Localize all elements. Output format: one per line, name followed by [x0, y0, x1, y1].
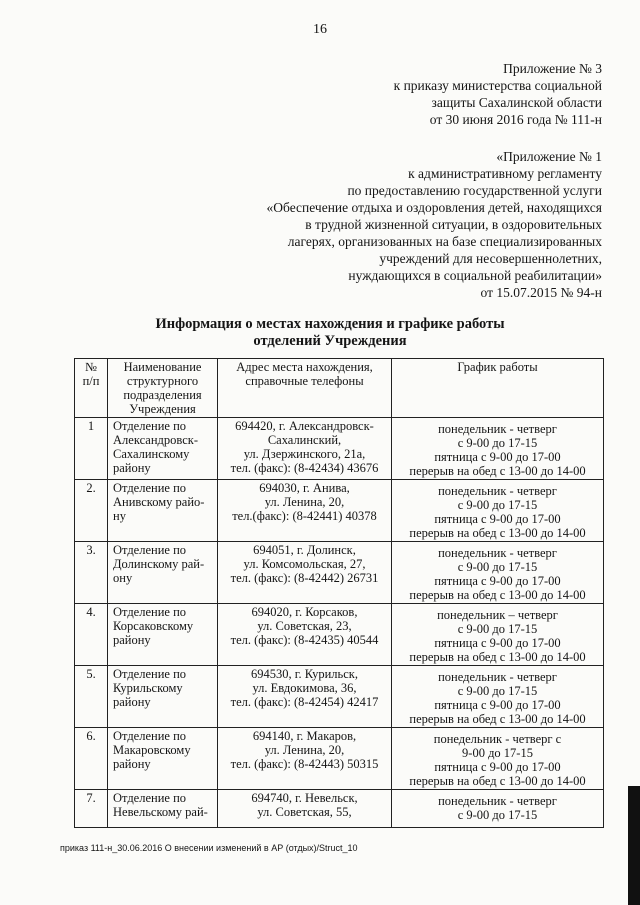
- table-row: [75, 728, 604, 790]
- header-unit-name: Наименование структурного подразделения Учреждения: [108, 359, 218, 418]
- header-number: № п/п: [75, 359, 108, 418]
- appendix-3-line: к приказу министерства социальной: [393, 78, 602, 93]
- appendix-1-line: «Приложение № 1: [496, 149, 602, 164]
- appendix-1-line: по предоставлению государственной услуги: [347, 183, 602, 198]
- appendix-1-line: нуждающихся в социальной реабилитации»: [348, 268, 602, 283]
- unit-schedule: понедельник - четверг с 9-00 до 17-15 пятница с 9-00 до 17-00 перерыв на обед с 13-00 до 14-00: [392, 542, 604, 604]
- appendix-1-line: «Обеспечение отдыха и оздоровления детей, находящихся: [266, 200, 602, 215]
- table-row: [75, 418, 604, 480]
- unit-schedule: понедельник - четверг с 9-00 до 17-15 пятница с 9-00 до 17-00 перерыв на обед с 13-00 до 14-00: [392, 418, 604, 480]
- row-number: 2.: [75, 480, 108, 542]
- unit-schedule: понедельник - четверг с 9-00 до 17-15 пятница с 9-00 до 17-00 перерыв на обед с 13-00 до 14-00: [392, 666, 604, 728]
- table-row: [75, 666, 604, 728]
- unit-address: 694051, г. Долинск, ул. Комсомольская, 27, тел. (факс): (8-42442) 26731: [218, 542, 392, 604]
- appendix-3-line: защиты Сахалинской области: [431, 95, 602, 110]
- page-number: 16: [313, 22, 327, 37]
- table-row: [75, 604, 604, 666]
- table-row: [75, 542, 604, 604]
- unit-schedule: понедельник – четверг с 9-00 до 17-15 пятница с 9-00 до 17-00 перерыв на обед с 13-00 до 14-00: [392, 604, 604, 666]
- appendix-3-line: Приложение № 3: [503, 61, 602, 76]
- heading-line-1: Информация о местах нахождения и графике работы: [155, 316, 505, 332]
- row-number: 7.: [75, 790, 108, 828]
- table-header-row: [75, 359, 604, 418]
- unit-address: 694140, г. Макаров, ул. Ленина, 20, тел. (факс): (8-42443) 50315: [218, 728, 392, 790]
- heading-line-2: отделений Учреждения: [253, 333, 407, 349]
- unit-name: Отделение по Александровск- Сахалинскому району: [108, 418, 218, 480]
- appendix-1-line: учреждений для несовершеннолетних,: [379, 251, 602, 266]
- unit-address: 694030, г. Анива, ул. Ленина, 20, тел.(факс): (8-42441) 40378: [218, 480, 392, 542]
- unit-address: 694740, г. Невельск, ул. Советская, 55,: [218, 790, 392, 828]
- appendix-3-line: от 30 июня 2016 года № 111-н: [429, 112, 602, 127]
- unit-schedule: понедельник - четверг с 9-00 до 17-15 пятница с 9-00 до 17-00 перерыв на обед с 13-00 до 14-00: [392, 728, 604, 790]
- unit-name: Отделение по Долинскому рай- ону: [108, 542, 218, 604]
- unit-address: 694020, г. Корсаков, ул. Советская, 23, тел. (факс): (8-42435) 40544: [218, 604, 392, 666]
- unit-name: Отделение по Анивскому райо- ну: [108, 480, 218, 542]
- appendix-3-block: [394, 60, 602, 128]
- table-row: [75, 480, 604, 542]
- unit-name: Отделение по Макаровскому району: [108, 728, 218, 790]
- header-address: Адрес места нахождения, справочные телефоны: [218, 359, 392, 418]
- appendix-1-line: лагерях, организованных на базе специализированных: [287, 234, 602, 249]
- unit-name: Отделение по Невельскому рай-: [108, 790, 218, 828]
- unit-address: 694530, г. Курильск, ул. Евдокимова, 36, тел. (факс): (8-42454) 42417: [218, 666, 392, 728]
- footer-file-path: приказ 111-н_30.06.2016 О внесении изменений в АР (отдых)/Struct_10: [60, 843, 358, 853]
- appendix-1-block: [267, 148, 602, 301]
- unit-name: Отделение по Курильскому району: [108, 666, 218, 728]
- row-number: 3.: [75, 542, 108, 604]
- appendix-1-line: к административному регламенту: [408, 166, 602, 181]
- row-number: 4.: [75, 604, 108, 666]
- branches-table: [74, 358, 604, 828]
- row-number: 1: [75, 418, 108, 480]
- unit-name: Отделение по Корсаковскому району: [108, 604, 218, 666]
- appendix-1-line: в трудной жизненной ситуации, в оздоровительных: [305, 217, 602, 232]
- appendix-1-line: от 15.07.2015 № 94-н: [480, 285, 602, 300]
- unit-schedule: понедельник - четверг с 9-00 до 17-15: [392, 790, 604, 828]
- header-schedule: График работы: [392, 359, 604, 418]
- document-heading: [120, 316, 540, 350]
- unit-address: 694420, г. Александровск- Сахалинский, ул. Дзержинского, 21а, тел. (факс): (8-42434) 43676: [218, 418, 392, 480]
- unit-schedule: понедельник - четверг с 9-00 до 17-15 пятница с 9-00 до 17-00 перерыв на обед с 13-00 до 14-00: [392, 480, 604, 542]
- scan-edge-mark: [628, 786, 640, 905]
- row-number: 6.: [75, 728, 108, 790]
- table-row: [75, 790, 604, 828]
- row-number: 5.: [75, 666, 108, 728]
